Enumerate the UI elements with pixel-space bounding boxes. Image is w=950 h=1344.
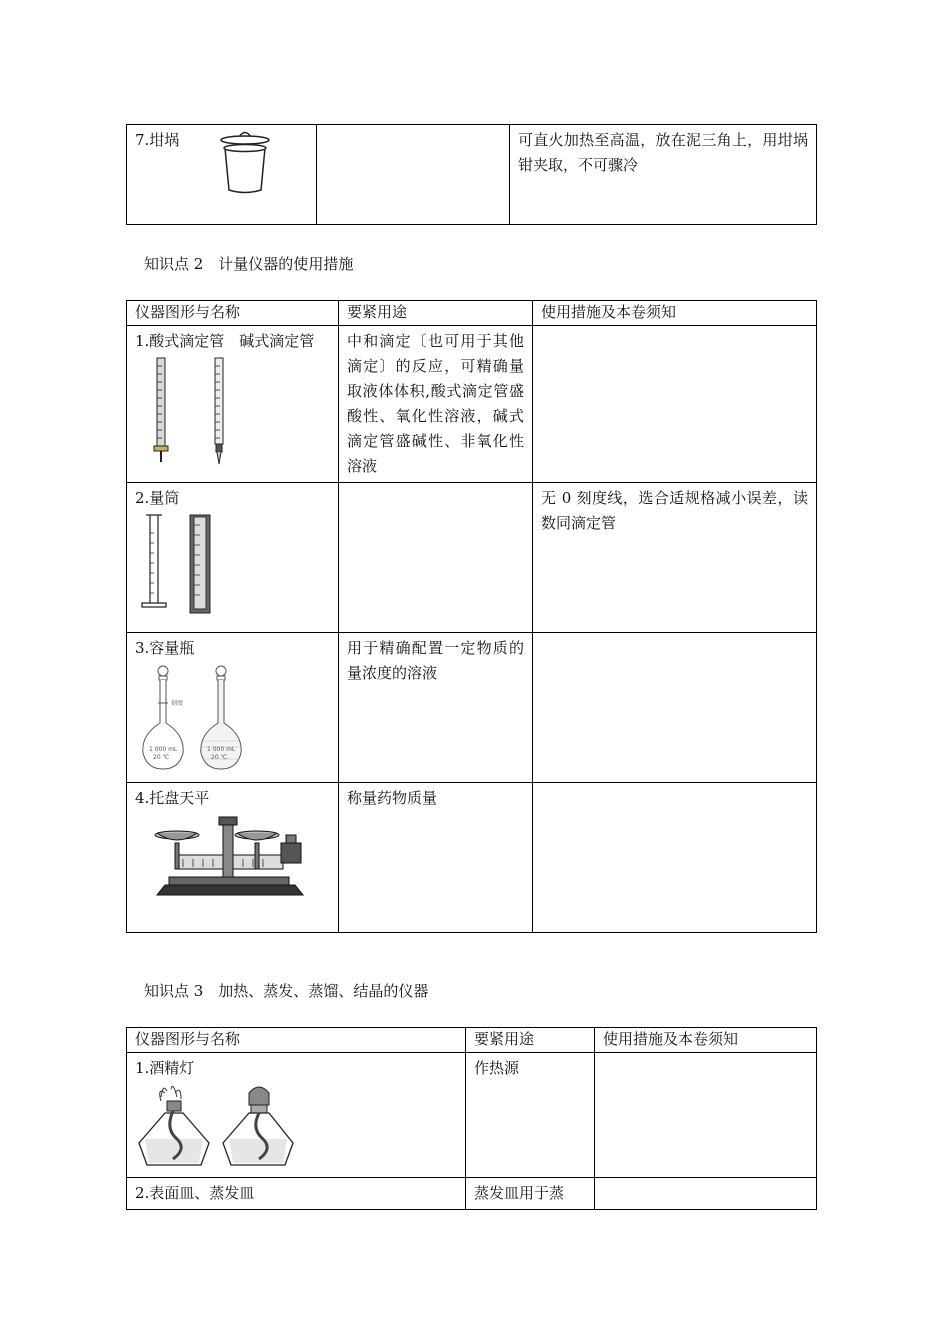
crucible-image xyxy=(215,129,275,195)
instrument-name-cell xyxy=(127,125,317,225)
flask-capacity-label: 1 000 mL xyxy=(149,746,178,753)
use-cell: 用于精确配置一定物质的量浓度的溶液 xyxy=(339,633,533,783)
notes-cell: 无 0 刻度线，选合适规格减小误差，读数同滴定管 xyxy=(533,483,817,633)
flask-capacity-label: 1 000 mL xyxy=(207,746,236,753)
notes-cell xyxy=(533,633,817,783)
notes-cell xyxy=(595,1053,817,1178)
instrument-name-cell xyxy=(127,326,339,483)
column-header: 使用措施及本卷须知 xyxy=(533,301,817,326)
column-header: 要紧用途 xyxy=(466,1028,595,1053)
table-header-row xyxy=(127,1028,817,1053)
burette-image xyxy=(143,356,243,468)
instrument-name-cell xyxy=(127,633,339,783)
instrument-name-cell xyxy=(127,483,339,633)
mark-label: 刻度 xyxy=(171,700,184,707)
table-row xyxy=(127,125,817,225)
column-header: 仪器图形与名称 xyxy=(127,301,339,326)
column-header: 仪器图形与名称 xyxy=(127,1028,466,1053)
column-header: 要紧用途 xyxy=(339,301,533,326)
table-row xyxy=(127,783,817,933)
crucible-table xyxy=(126,124,817,225)
measuring-instruments-table xyxy=(126,300,817,933)
instrument-name-cell: 2.表面皿、蒸发皿 xyxy=(127,1178,466,1210)
volumetric-flask-image xyxy=(137,663,257,775)
table-row xyxy=(127,1178,817,1210)
notes-cell xyxy=(595,1178,817,1210)
notes-cell xyxy=(533,326,817,483)
instrument-name: 2.量筒 xyxy=(135,489,180,507)
table-header-row xyxy=(127,301,817,326)
instrument-name: 7.坩埚 xyxy=(135,131,180,149)
notes-cell xyxy=(533,783,817,933)
graduated-cylinder-image xyxy=(138,513,228,617)
instrument-name: 1.酒精灯 xyxy=(135,1059,195,1077)
instrument-name-cell xyxy=(127,783,339,933)
column-header: 使用措施及本卷须知 xyxy=(595,1028,817,1053)
use-cell: 蒸发皿用于蒸 xyxy=(466,1178,595,1210)
alcohol-lamp-image xyxy=(137,1083,307,1169)
table-row xyxy=(127,1053,817,1178)
instrument-name: 4.托盘天平 xyxy=(135,789,210,807)
table-row xyxy=(127,633,817,783)
use-cell: 作热源 xyxy=(466,1053,595,1178)
use-cell xyxy=(339,483,533,633)
instrument-name-cell xyxy=(127,1053,466,1178)
use-cell: 称量药物质量 xyxy=(339,783,533,933)
heating-instruments-table xyxy=(126,1027,817,1210)
table-row xyxy=(127,483,817,633)
notes-cell: 可直火加热至高温，放在泥三角上，用坩埚钳夹取，不可骤冷 xyxy=(510,125,817,225)
flask-temperature-label: 20 ℃ xyxy=(153,754,170,761)
use-cell: 中和滴定〔也可用于其他滴定〕的反应，可精确量取液体体积,酸式滴定管盛酸性、氧化性溶液，碱式滴定管盛碱性、非氧化性溶液 xyxy=(339,326,533,483)
instrument-name: 3.容量瓶 xyxy=(135,639,195,657)
balance-image xyxy=(153,815,313,903)
table-row xyxy=(127,326,817,483)
use-cell xyxy=(317,125,510,225)
section-title-3: 知识点 3 加热、蒸发、蒸馏、结晶的仪器 xyxy=(144,982,429,1000)
section-title-2: 知识点 2 计量仪器的使用措施 xyxy=(144,255,354,273)
flask-temperature-label: 20 ℃ xyxy=(211,754,228,761)
instrument-name: 1.酸式滴定管 碱式滴定管 xyxy=(135,332,315,350)
